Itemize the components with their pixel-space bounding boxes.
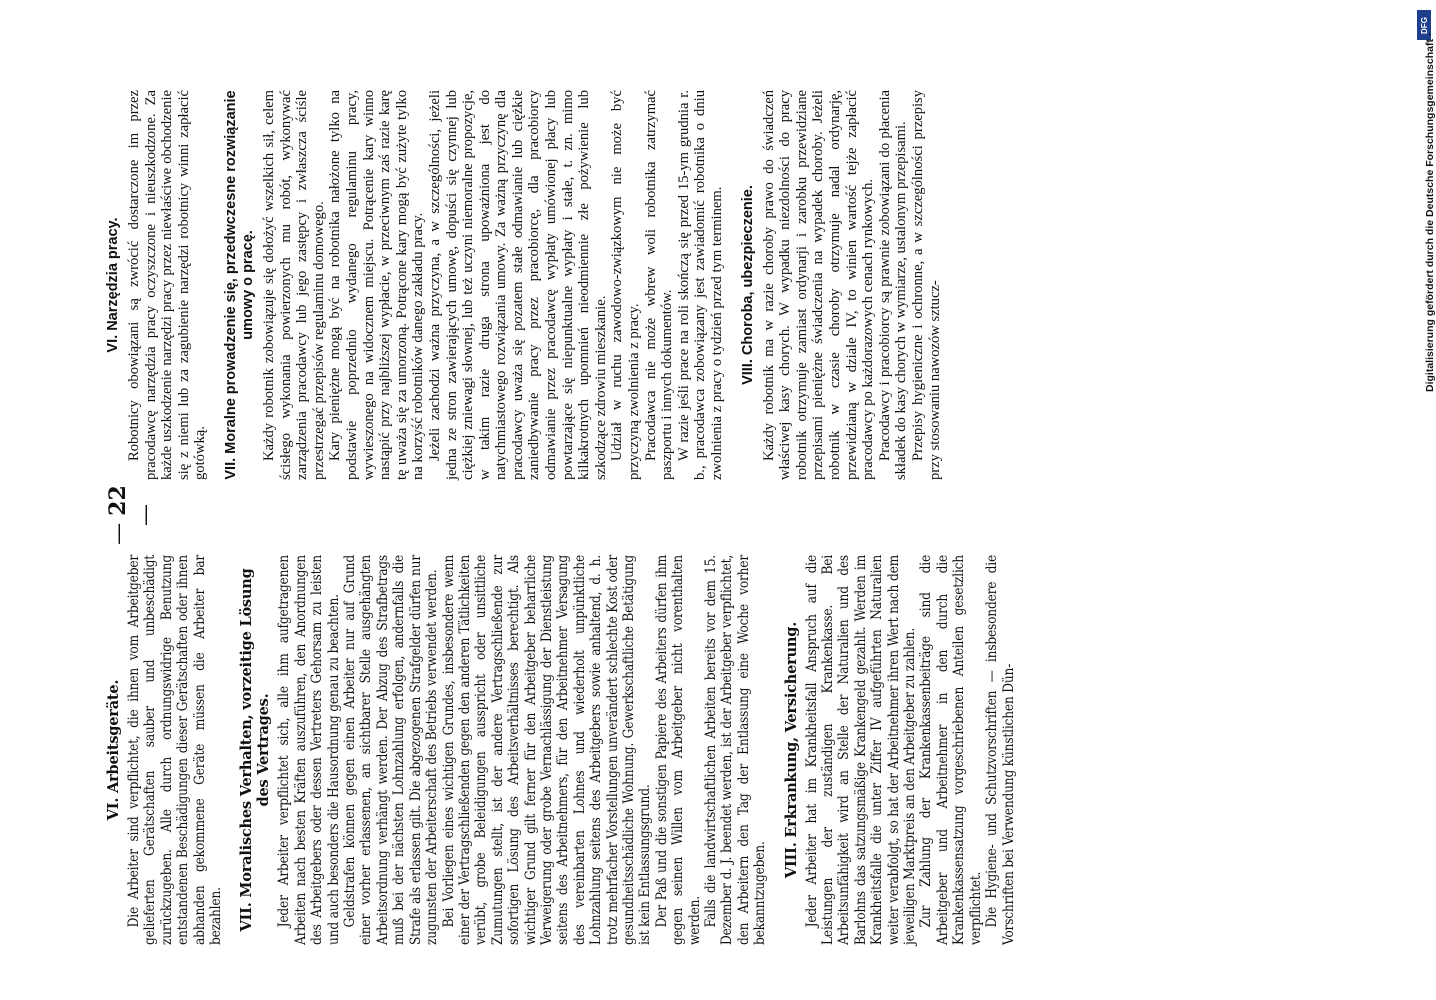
section <box>783 555 1017 945</box>
paragraph: Die Hygiene- und Schutzvorschriften — insbesondere die Vorschriften bei Verwendung künstlichen Dün- <box>984 555 1017 945</box>
paragraph: Przepisy hygieniczne i ochronne, a w szczególności przepisy przy stosowaniu nawozów sztucz- <box>909 90 943 480</box>
section <box>105 90 209 480</box>
paragraph: Die Arbeiter sind verpflichtet, die ihnen vom Arbeitgeber gelieferten Gerätschaften sauber und unbeschädigt zurückzugeben. Alle durch ordnungswidrige Benutzung entstandenen Beschädigungen dieser Gerätschaften oder ihnen abhanden gekommene Geräte müssen die Arbeiter bar bezahlen. <box>126 555 225 945</box>
page-number-text: 22 <box>105 485 131 516</box>
paragraph: Robotnicy obowiązani są zwrócić dostarczone im przez pracodawcę narzędzia pracy oczyszczone i nieuszkodzone. Za każde uszkodzenie narzędzi pracy przez niewłaściwe obchodzenie się z niemi lub za zagubienie narzędzi robotnicy winni zapłacić gotówką. <box>126 90 209 480</box>
paragraph: Falls die landwirtschaftlichen Arbeiten bereits vor dem 15. Dezember d. J. beendet werden, ist der Arbeitgeber verpflichtet, den Arbeitern den Tag der Entlassung eine Woche vorher bekanntzugeben. <box>703 555 769 945</box>
polish-column <box>105 90 957 480</box>
rotated-content <box>105 65 1305 945</box>
paragraph: Pracodawca nie może wbrew woli robotnika zatrzymać paszportu i innych dokumentów. <box>642 90 676 480</box>
paragraph: Geldstrafen können gegen einen Arbeiter nur auf Grund einer vorher erlassenen, an sichtbarer Stelle ausgehängten Arbeitsordnung verhängt werden. Der Abzug des Strafbetrags muß bei der nächsten Lohnzahlung erfolgen, andernfalls die Strafe als erlassen gilt. Die abgezogenen Strafgelder dürfen nur zugunsten der Arbeiterschaft des Betriebs verwendet werden. <box>342 555 441 945</box>
dfg-logo-text: DFG <box>1419 16 1429 34</box>
section-heading: VI. Narzędzia pracy. <box>105 217 121 353</box>
paragraph: Der Paß und die sonstigen Papiere des Arbeiters dürfen ihm gegen seinen Willen vom Arbeitgeber nicht vorenthalten werden. <box>653 555 703 945</box>
page-number: — 22 — <box>105 485 158 545</box>
paragraph: Każdy robotnik zobowiązuje się dołożyć wszelkich sił, celem ścisłego wykonania powierzonych mu robót, wykonywać zarządzenia pracodawcy lub jego zastępcy i zwłaszcza ściśle przestrzegać przepisów regulaminu domowego. <box>260 90 327 480</box>
section <box>740 90 944 480</box>
paragraph: Jeżeli zachodzi ważna przyczyna, a w szczególności, jeżeli jedna ze stron zawierających umowę, dopuści się czynnej lub ciężkiej zniewagi słownej, lub też uczyni niemoralne propozycje, w takim razie druga strona upoważniona jest do natychmiastowego rozwiązania umowy. Za ważną przyczynę dla pracodawcy uważa się pozatem stałe odmawianie lub ciężkie zaniedbywanie pracy przez pracobiorcę, dla pracobiorcy odmawianie przez pracodawcę wypłaty umówionej płacy lub powtarzające się niepunktualne wypłaty i stałe, t. zn. mimo kilkakrotnych upomnień nieodmiennie złe pożywienie lub szkodzące zdrowiu mieszkanie. <box>426 90 609 480</box>
paragraph: Kary pieniężne mogą być na robotnika nałożone tylko na podstawie poprzednio wydanego regulaminu pracy, wywieszonego na widocznem miejscu. Potrącenie kary winno nastąpić przy najbliższej wypłacie, w przeciwnym zaś razie karę tę uważa się za umorzoną. Potrącone kary mogą być zużyte tylko na korzyść robotników danego zakładu pracy. <box>327 90 427 480</box>
paragraph: Udział w ruchu zawodowo-związkowym nie może być przyczyną zwolnienia z pracy. <box>609 90 643 480</box>
section-heading: VIII. Erkrankung, Versicherung. <box>782 621 800 879</box>
section-heading: VIII. Choroba, ubezpieczenie. <box>739 185 756 385</box>
section <box>238 555 768 945</box>
paragraph: W razie jeśli prace na roli skończą się przed 15-ym grudnia r. b., pracodawca zobowiązany jest zawiadomić robotnika o dniu zwolnienia z pracy o tydzień przed tym terminem. <box>675 90 725 480</box>
paragraph: Każdy robotnik ma w razie choroby prawo do świadczeń właściwej kasy chorych. W wypadku niezdolności do pracy robotnik otrzymuje zamiast ordynarji i zarobku przewidziane przepisami pieniężne świadczenia na wypadek choroby. Jeżeli robotnik w czasie choroby otrzymuje nadal ordynarję, przewidzianą w dziale IV, to winien wartość tejże zapłacić pracodawcy po każdorazowych cenach rynkowych. <box>760 90 877 480</box>
paragraph: Bei Vorliegen eines wichtigen Grundes, insbesondere wenn einer der Vertragschließenden gegen den anderen Tätlichkeiten verübt, grobe Beleidigungen ausspricht oder unsittliche Zumutungen stellt, ist der andere Vertragschließende zur sofortigen Lösung des Arbeitsverhältnisses berechtigt. Als wichtiger Grund gilt ferner für den Arbeitgeber beharrliche Verweigerung oder grobe Vernachlässigung der Dienstleistung seitens des Arbeitnehmers, für den Arbeitnehmer Versagung des vereinbarten Lohnes und wiederholt unpünktliche Lohnzahlung seitens des Arbeitgebers sowie anhaltend, d. h. trotz mehrfacher Vorstellungen unverändert schlechte Kost oder gesundheitsschädliche Wohnung. Gewerkschaftliche Betätigung ist kein Entlassungsgrund. <box>440 555 654 945</box>
paragraph: Jeder Arbeiter verpflichtet sich, alle ihm aufgetragenen Arbeiten nach besten Kräften auszuführen, den Anordnungen des Arbeitgebers oder dessen Vertreters Gehorsam zu leisten und auch besonders die Hausordnung genau zu beachten. <box>276 555 342 945</box>
digitization-credit: Digitalisierung gefördert durch die Deutsche Forschungsgemeinschaft · <box>1424 32 1436 392</box>
paragraph: Zur Zahlung der Krankenkassenbeiträge sind die Arbeitgeber und Arbeitnehmer in den durch die Krankenkassensatzung vorgeschriebenen Anteilen gesetzlich verpflichtet. <box>918 555 984 945</box>
german-column <box>105 555 1031 945</box>
section-heading: VII. Moralisches Verhalten, vorzeitige Lösung des Vertrages. <box>238 568 273 932</box>
paragraph: Jeder Arbeiter hat im Krankheitsfall Anspruch auf die Leistungen der zuständigen Krankenkasse. Bei Arbeitsunfähigkeit wird an Stelle der Naturalien und des Barlohns das satzungsmäßige Krankengeld gezahlt. Werden im Krankheitsfalle die unter Ziffer IV aufgeführten Naturalien weiter verabfolgt, so hat der Arbeitnehmer ihren Wert nach dem jeweiligen Marktpreis an den Arbeitgeber zu zahlen. <box>803 555 919 945</box>
section <box>105 555 224 945</box>
section <box>223 90 726 480</box>
section-heading: VI. Arbeitsgeräte. <box>105 679 122 821</box>
section-heading: VII. Moralne prowadzenie się, przedwczesne rozwiązanie umowy o pracę. <box>222 90 256 480</box>
paragraph: Pracodawcy i pracobiorcy są prawnie zobowiązani do płacenia składek do kasy chorych w wymiarze, ustalonym przepisami. <box>876 90 910 480</box>
